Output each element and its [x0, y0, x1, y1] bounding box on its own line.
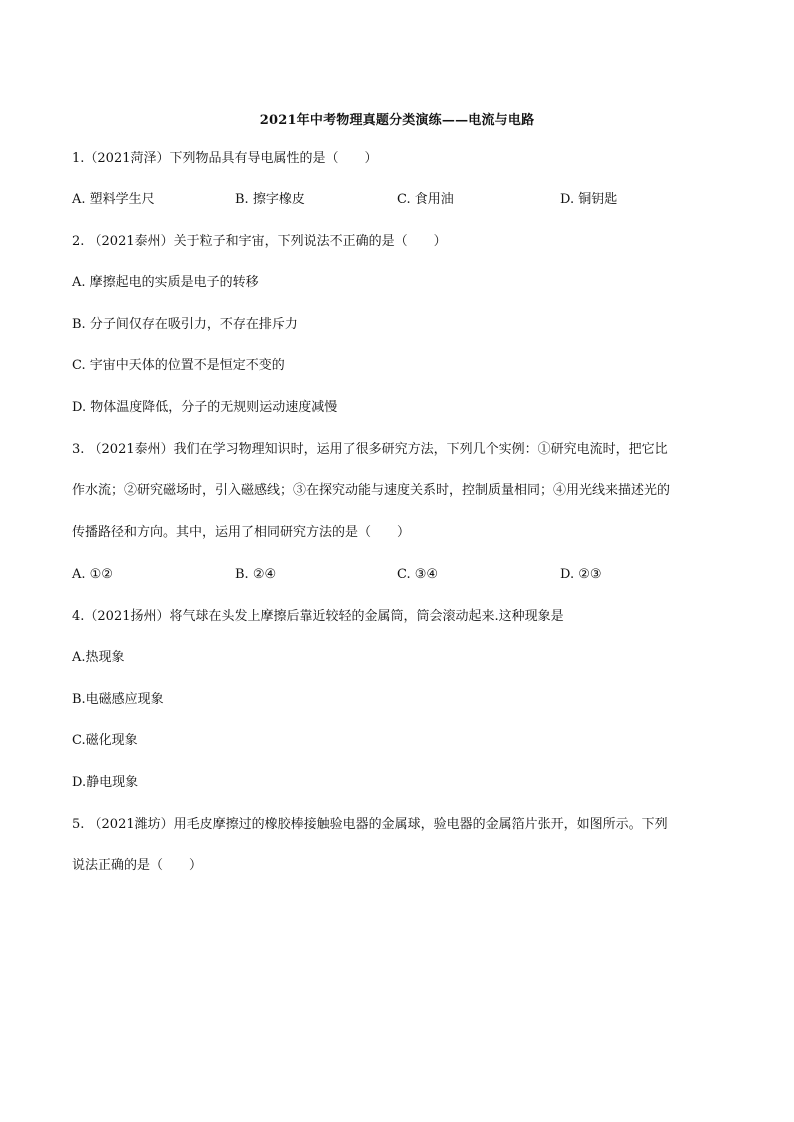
question-1-option-d: D. 铜钥匙	[560, 192, 618, 207]
question-4-option-a: A.热现象	[72, 650, 125, 665]
question-4-option-c: C.磁化现象	[72, 733, 138, 748]
question-2-option-c: C. 宇宙中天体的位置不是恒定不变的	[72, 358, 285, 373]
question-4-option-b: B.电磁感应现象	[72, 692, 164, 707]
question-1-option-b: B. 擦字橡皮	[235, 192, 305, 207]
question-3-stem-line-1: 3. （2021泰州）我们在学习物理知识时，运用了很多研究方法，下列几个实例：①研究电流时，把它比	[72, 442, 668, 457]
document-title: 2021年中考物理真题分类演练——电流与电路	[259, 113, 535, 128]
question-5-stem-line-2: 说法正确的是（ ）	[72, 858, 203, 873]
question-3-options	[72, 566, 732, 584]
question-1-stem: 1.（2021菏泽）下列物品具有导电属性的是（ ）	[72, 151, 378, 166]
question-2-option-a: A. 摩擦起电的实质是电子的转移	[72, 275, 259, 290]
question-3-option-b: B. ②④	[235, 567, 277, 582]
question-3-stem-line-2: 作水流；②研究磁场时，引入磁感线；③在探究动能与速度关系时，控制质量相同；④用光线来描述光的	[72, 483, 671, 498]
question-3-option-a: A. ①②	[72, 567, 113, 582]
question-2-stem: 2. （2021泰州）关于粒子和宇宙，下列说法不正确的是（ ）	[72, 234, 447, 249]
question-4-option-d: D.静电现象	[72, 775, 139, 790]
question-1-option-c: C. 食用油	[397, 192, 454, 207]
question-4-stem: 4.（2021扬州）将气球在头发上摩擦后靠近较轻的金属筒，筒会滚动起来.这种现象是	[72, 609, 564, 624]
question-2-option-b: B. 分子间仅存在吸引力，不存在排斥力	[72, 317, 298, 332]
question-3-stem-line-3: 传播路径和方向。其中，运用了相同研究方法的是（ ）	[72, 525, 411, 540]
question-5-stem-line-1: 5. （2021潍坊）用毛皮摩擦过的橡胶棒接触验电器的金属球，验电器的金属箔片张开，如图所示。下列	[72, 817, 668, 832]
question-1-option-a: A. 塑料学生尺	[72, 192, 155, 207]
question-3-option-c: C. ③④	[397, 567, 439, 582]
question-1-options	[72, 191, 732, 209]
question-2-option-d: D. 物体温度降低，分子的无规则运动速度减慢	[72, 400, 338, 415]
question-3-option-d: D. ②③	[560, 567, 602, 582]
